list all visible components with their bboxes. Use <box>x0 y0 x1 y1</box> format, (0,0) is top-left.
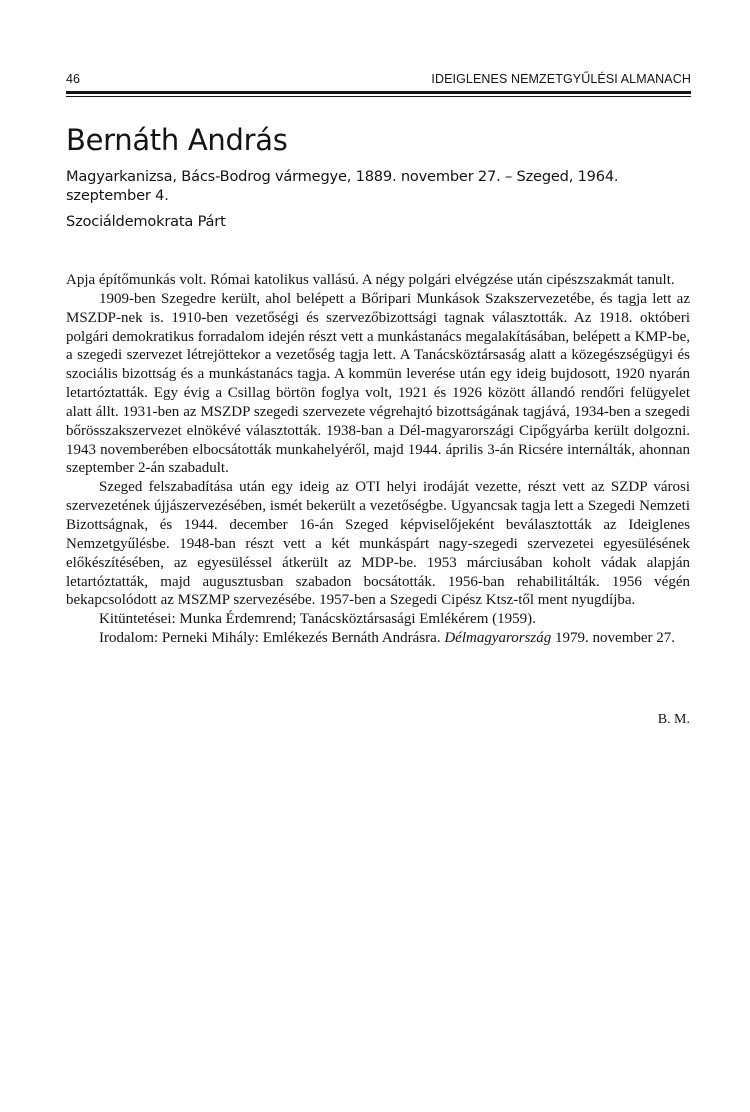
literature-prefix: Irodalom: Perneki Mihály: Emlékezés Bernáth Andrásra. <box>99 630 445 647</box>
biography-paragraph: Apja építőmunkás volt. Római katolikus vallású. A négy polgári elvégzése után cipészszakmát tanult. <box>66 272 675 288</box>
awards-paragraph: Kitüntetései: Munka Érdemrend; Tanácsköztársasági Emlékérem (1959). <box>99 611 536 628</box>
biography-paragraph: 1909-ben Szegedre került, ahol belépett a Bőripari Munkások Szakszervezetébe, és tagja lett az MSZDP-nek is. 1910-ben vezetőségi és szervezőbizottsági tagnak választották. Az 1918. októberi polgári demokratikus forradalom idején részt vett a munkástanács megalakításában, belépett a KMP-be, a szegedi szervezet létrejöttekor a vezetőség tagja lett. A Tanácsköztársaság alatt a közegészségügyi és szociális bizottság és a munkástanács tagja. A kommün leverése után egy ideig bujdosott, 1920 nyarán letartóztatták. Egy évig a Csillag börtön foglya volt, 1921 és 1926 között állandó rendőri felügyelet alatt állt. 1931-ben az MSZDP szegedi szervezete végrehajtó bizottságának tagjává, 1934-ben a szegedi bőrösszakszervezet elnökévé választották. 1938-ban a Dél-magyarországi Cipőgyárba került dolgozni. 1943 novemberében elbocsátották munkahelyéről, majd 1944. április 3-án Ricsére internálták, ahonnan szeptember 2-án szabadult. <box>66 290 690 477</box>
literature-suffix: 1979. november 27. <box>551 630 676 647</box>
entry-party: Szociáldemokrata Párt <box>66 213 226 230</box>
entry-name: Bernáth András <box>66 123 288 157</box>
page-number: 46 <box>66 72 80 86</box>
header-rule-thin <box>66 96 691 97</box>
literature-journal: Délmagyarország <box>444 630 552 647</box>
biography-body <box>66 271 690 648</box>
biography-paragraph: Szeged felszabadítása után egy ideig az OTI helyi irodáját vezette, részt vett az SZDP városi szervezetének újjászervezésében, ismét bekerült a vezetőségbe. Ugyancsak tagja lett a Szegedi Nemzeti Bizottságnak, és 1944. december 16-án Szeged képviselőjeként beválasztották az Ideiglenes Nemzetgyűlésbe. 1948-ban részt vett a két munkáspárt nagy-szegedi szervezetei egyesülésének előkészítésében, az egyesüléssel átkerült az MDP-be. 1953 márciusában koholt vádak alapján letartóztatták, majd augusztusban szabadon bocsátották. 1956-ban rehabilitálták. 1956 végén bekapcsolódott az MSZMP szervezésébe. 1957-ben a Szegedi Cipész Ktsz-től ment nyugdíjba. <box>66 479 690 609</box>
literature-paragraph <box>66 629 690 648</box>
entry-birth-death: Magyarkanizsa, Bács-Bodrog vármegye, 1889. november 27. – Szeged, 1964. szeptember 4. <box>66 168 619 204</box>
author-initials: B. M. <box>657 712 690 727</box>
running-header <box>66 72 691 90</box>
publication-title: IDEIGLENES NEMZETGYŰLÉSI ALMANACH <box>431 72 691 86</box>
header-rule-thick <box>66 91 691 94</box>
